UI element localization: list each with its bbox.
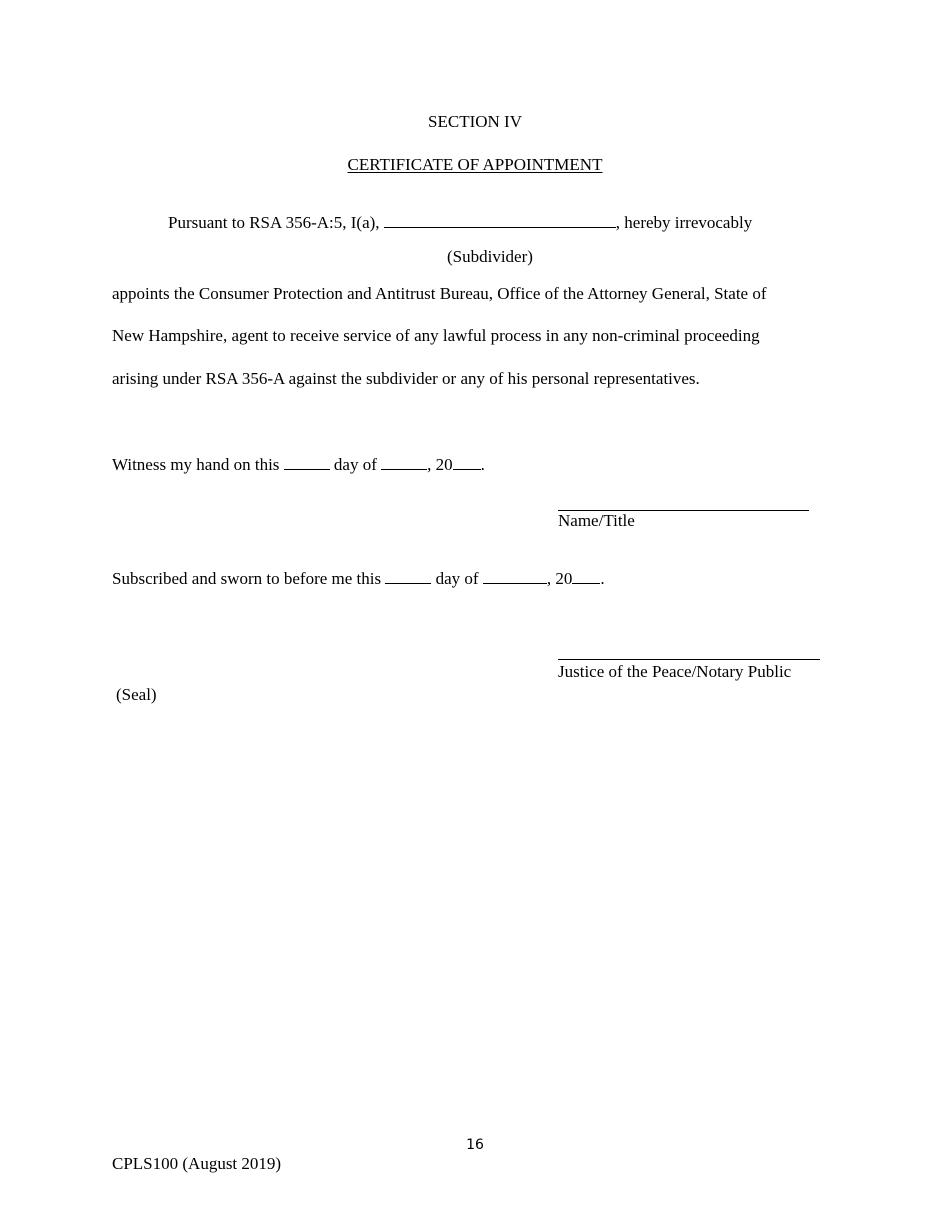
pursuant-suffix: , hereby irrevocably: [615, 213, 753, 232]
body-line-1: appoints the Consumer Protection and Antitrust Bureau, Office of the Attorney General, State of: [112, 284, 767, 303]
pursuant-line: [168, 212, 752, 233]
subscribed-month-blank[interactable]: [483, 568, 547, 584]
footer-form-id: CPLS100 (August 2019): [112, 1154, 282, 1173]
pursuant-prefix: Pursuant to RSA 356-A:5, I(a),: [168, 213, 380, 232]
witness-line: [112, 454, 485, 475]
body-line-3: arising under RSA 356-A against the subdivider or any of his personal representatives.: [112, 369, 700, 388]
witness-text-2: day of: [333, 455, 377, 474]
body-line-2: New Hampshire, agent to receive service of any lawful process in any non-criminal proceeding: [112, 326, 760, 345]
subscribed-text-2: day of: [435, 569, 479, 588]
certificate-title-text: CERTIFICATE OF APPOINTMENT: [347, 155, 603, 174]
page-number: 16: [466, 1137, 484, 1153]
witness-year-blank[interactable]: [453, 454, 481, 470]
witness-day-blank[interactable]: [284, 454, 330, 470]
witness-text-1: Witness my hand on this: [112, 455, 280, 474]
certificate-title: [0, 155, 950, 175]
witness-text-4: .: [480, 455, 485, 474]
subdivider-label: (Subdivider): [447, 247, 533, 266]
section-heading: SECTION IV: [428, 112, 522, 131]
name-title-label: Name/Title: [558, 511, 635, 530]
witness-month-blank[interactable]: [381, 454, 427, 470]
subdivider-blank[interactable]: [384, 212, 616, 228]
witness-text-3: , 20: [427, 455, 453, 474]
subscribed-text-4: .: [600, 569, 605, 588]
notary-signature-line[interactable]: [558, 659, 820, 660]
subscribed-day-blank[interactable]: [385, 568, 431, 584]
subscribed-text-3: , 20: [546, 569, 573, 588]
seal-label: (Seal): [116, 685, 157, 704]
subscribed-line: [112, 568, 605, 589]
subscribed-year-blank[interactable]: [572, 568, 600, 584]
subscribed-text-1: Subscribed and sworn to before me this: [112, 569, 382, 588]
notary-label: Justice of the Peace/Notary Public: [558, 662, 792, 681]
